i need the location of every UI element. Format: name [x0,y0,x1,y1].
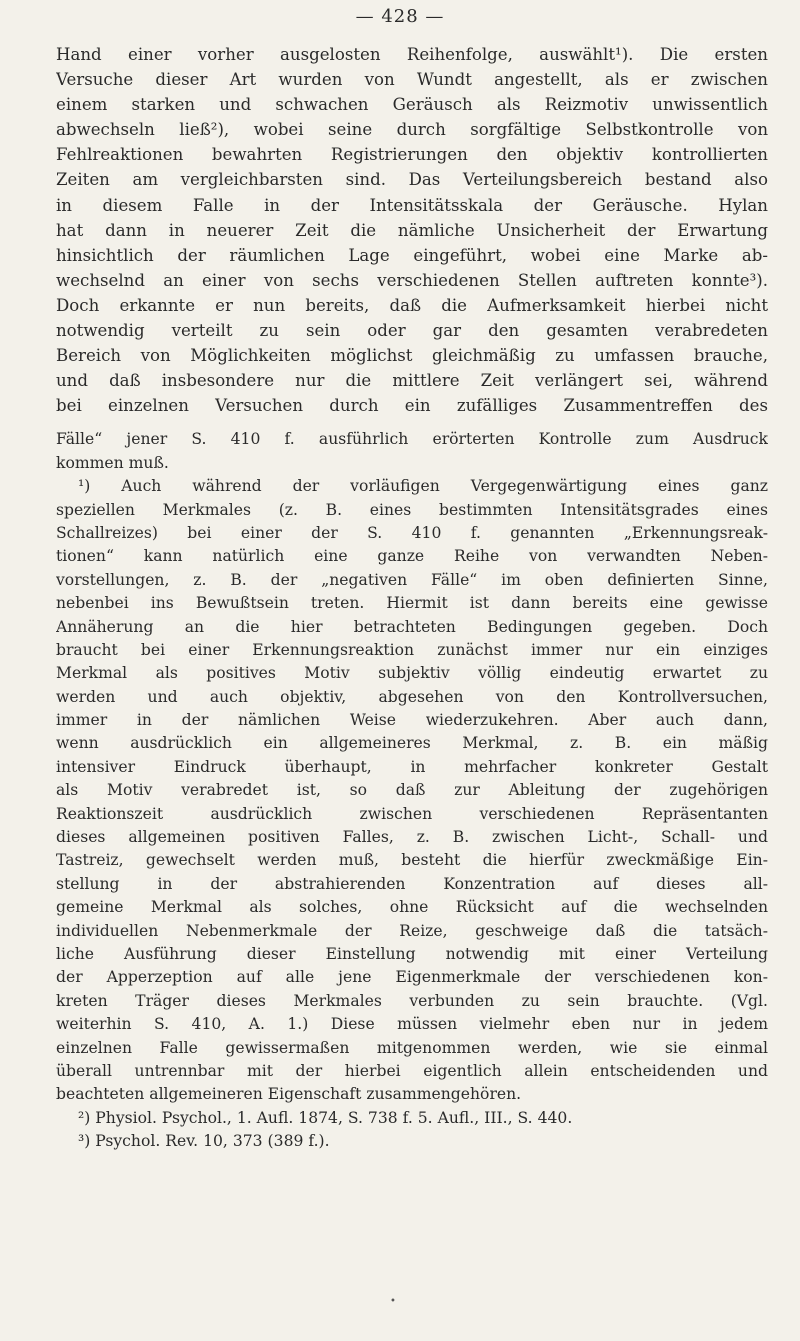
footnote-line: individuellen Nebenmerkmale der Reize, geschweige daß die tatsäch- [56,921,768,940]
footnote-line: überall untrennbar mit der hierbei eigentlich allein entscheidenden und [56,1061,768,1080]
footnote-line: weiterhin S. 410, A. 1.) Diese müssen vielmehr eben nur in jedem [56,1015,768,1034]
text-line: notwendig verteilt zu sein oder gar den gesamten verabredeten [56,321,768,341]
text-line: hat dann in neuerer Zeit die nämliche Unsicherheit der Erwartung [56,220,768,240]
footnote-line: speziellen Merkmales (z. B. eines bestimmten Intensitätsgrades eines [56,500,768,519]
text-line: Zeiten am vergleichbarsten sind. Das Verteilungsbereich bestand also [56,170,768,190]
footnote-line: Reaktionszeit ausdrücklich zwischen verschiedenen Repräsentanten [56,804,768,823]
section-gap [56,418,768,428]
footnote-line: Annäherung an die hier betrachteten Bedingungen gegeben. Doch [56,617,768,636]
footnote-line: intensiver Eindruck überhaupt, in mehrfacher konkreter Gestalt [56,757,768,776]
footnote-line: ²) Physiol. Psychol., 1. Aufl. 1874, S. 738 f. 5. Aufl., III., S. 440. [78,1108,573,1127]
footnote-line: tionen“ kann natürlich eine ganze Reihe von verwandten Neben- [56,547,768,566]
footnote-line: Merkmal als positives Motiv subjektiv völlig eindeutig erwartet zu [56,664,768,683]
text-line: hinsichtlich der räumlichen Lage eingeführt, wobei eine Marke ab- [56,245,768,265]
footnote-line: immer in der nämlichen Weise wiederzukehren. Aber auch dann, [56,711,768,730]
footnote-line: kreten Träger dieses Merkmales verbunden zu sein brauchte. (Vgl. [56,991,768,1010]
main-paragraph [56,42,768,418]
page-number: — 428 — [355,6,445,27]
footnote-line: kommen muß. [56,453,169,472]
footnote-line: ¹) Auch während der vorläufigen Vergegenwärtigung eines ganz [78,477,768,496]
text-line: bei einzelnen Versuchen durch ein zufälliges Zusammentreffen des [56,396,768,416]
footnote-line: liche Ausführung dieser Einstellung notwendig mit einer Verteilung [56,945,768,963]
footnote-line: dieses allgemeinen positiven Falles, z. B. zwischen Licht-, Schall- und [56,828,768,847]
text-line: wechselnd an einer von sechs verschiedenen Stellen auftreten konnte³). [56,270,768,290]
footnote-line: Fälle“ jener S. 410 f. ausführlich erörterten Kontrolle zum Ausdruck [56,430,768,449]
footnote-line: Schallreizes) bei einer der S. 410 f. genannten „Erkennungsreak- [56,523,768,542]
text-line: Doch erkannte er nun bereits, daß die Aufmerksamkeit hierbei nicht [56,295,768,315]
text-line: Bereich von Möglichkeiten möglichst gleichmäßig zu umfassen brauche, [56,346,768,366]
footnote-line: Tastreiz, gewechselt werden muß, besteht die hierfür zweckmäßige Ein- [56,851,768,870]
print-speck: • [390,1296,396,1307]
text-line: und daß insbesondere nur die mittlere Zeit verlängert sei, während [56,371,768,391]
footnote-line: als Motiv verabredet ist, so daß zur Ableitung der zugehörigen [56,781,768,800]
footnote-line: ³) Psychol. Rev. 10, 373 (389 f.). [78,1132,330,1151]
footnote-line: stellung in der abstrahierenden Konzentration auf dieses all- [56,874,768,893]
text-line: Fehlreaktionen bewahrten Registrierungen den objektiv kontrollierten [56,145,768,165]
footnote-line: werden und auch objektiv, abgesehen von den Kontrollversuchen, [56,687,768,706]
text-line: einem starken und schwachen Geräusch als Reizmotiv unwissentlich [56,95,768,115]
text-line: Versuche dieser Art wurden von Wundt angestellt, als er zwischen [56,70,768,90]
footnote-line: wenn ausdrücklich ein allgemeineres Merkmal, z. B. ein mäßig [56,734,768,753]
text-line: abwechseln ließ²), wobei seine durch sorgfältige Selbstkontrolle von [56,120,768,140]
footnote-line: nebenbei ins Bewußtsein treten. Hiermit ist dann bereits eine gewisse [56,594,768,613]
footnote-line: einzelnen Falle gewissermaßen mitgenommen werden, wie sie einmal [56,1038,768,1057]
text-line: in diesem Falle in der Intensitätsskala der Geräusche. Hylan [56,195,768,215]
footnote-line: gemeine Merkmal als solches, ohne Rücksicht auf die wechselnden [56,898,768,917]
text-line: Hand einer vorher ausgelosten Reihenfolge, auswählt¹). Die ersten [56,45,768,64]
footnote-line: der Apperzeption auf alle jene Eigenmerkmale der verschiedenen kon- [56,968,768,987]
page-body [56,42,768,1154]
footnote-line: braucht bei einer Erkennungsreaktion zunächst immer nur ein einziges [56,640,768,659]
footnote-line: vorstellungen, z. B. der „negativen Fälle“ im oben definierten Sinne, [56,570,768,589]
footnote-line: beachteten allgemeineren Eigenschaft zusammengehören. [56,1085,522,1104]
footnotes [56,428,768,1153]
